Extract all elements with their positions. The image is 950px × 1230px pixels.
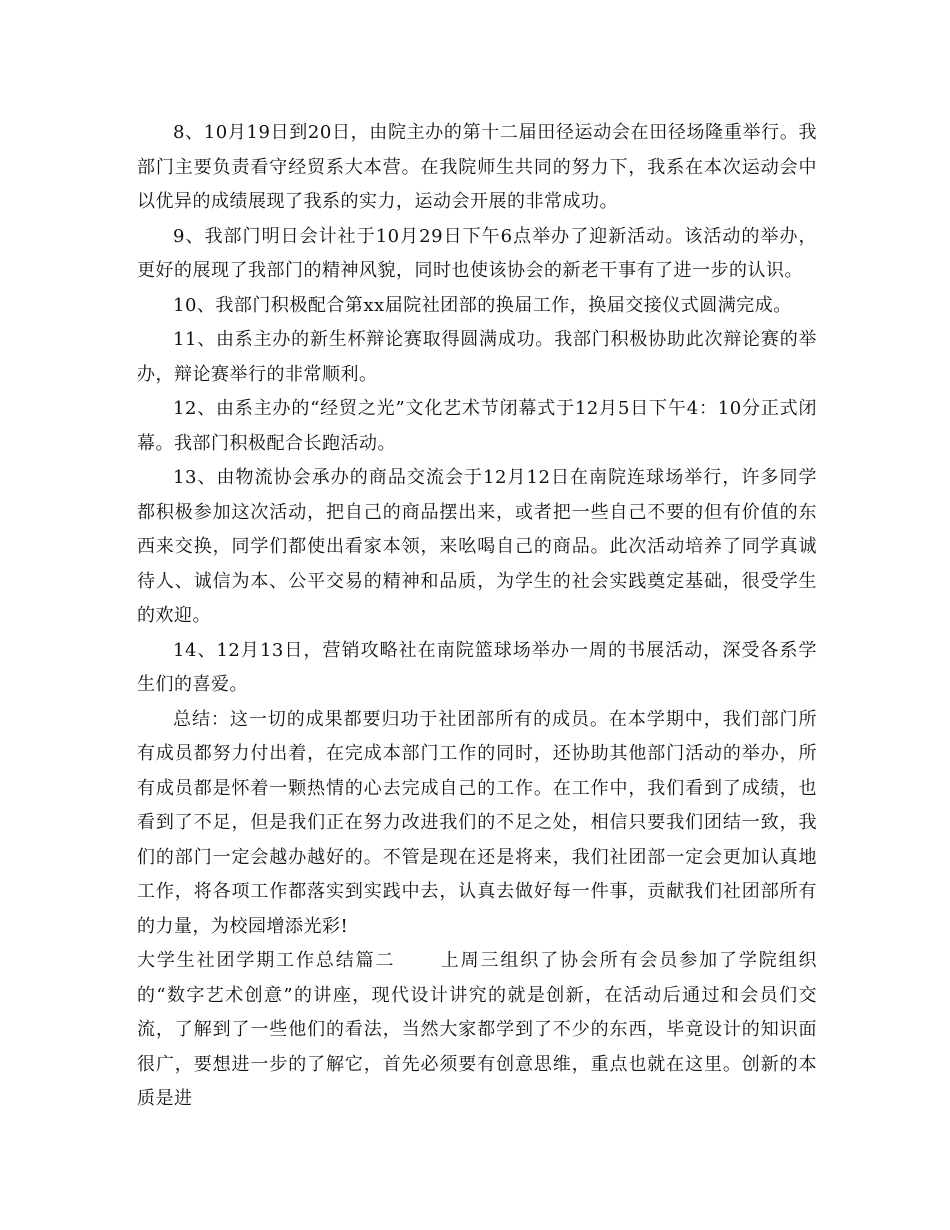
paragraph-item-9: 9、我部门明日会计社于10月29日下午6点举办了迎新活动。该活动的举办，更好的展现了我部门的精神风貌，同时也使该协会的新老干事有了进一步的认识。 — [137, 225, 817, 281]
summary-paragraph: 总结：这一切的成果都要归功于社团部所有的成员。在本学期中，我们部门所有成员都努力付出着，在完成本部门工作的同时，还协助其他部门活动的举办，所有成员都是怀着一颗热情的心去完成自己的工作。在工作中，我们看到了成绩，也看到了不足，但是我们正在努力改进我们的不足之处，相信只要我们团结一致，我们的部门一定会越办越好的。不管是现在还是将来，我们社团部一定会更加认真地工作，将各项工作都落实到实践中去，认真去做好每一件事，贡献我们社团部所有的力量，为校园增添光彩! — [137, 708, 817, 937]
section-two — [137, 944, 817, 1117]
paragraph-item-10: 10、我部门积极配合第xx届院社团部的换届工作，换届交接仪式圆满完成。 — [173, 294, 792, 316]
section-body: 上周三组织了协会所有会员参加了学院组织的“数字艺术创意”的讲座，现代设计讲究的就是创新，在活动后通过和会员们交流，了解到了一些他们的看法，当然大家都学到了不少的东西，毕竟设计的知识面很广，要想进一步的了解它，首先必须要有创意思维，重点也就在这里。创新的本质是进 — [137, 950, 817, 1109]
section-title: 大学生社团学期工作总结篇二 — [137, 950, 396, 971]
paragraph-item-11: 11、由系主办的新生杯辩论赛取得圆满成功。我部门积极协助此次辩论赛的举办，辩论赛举行的非常顺利。 — [137, 329, 817, 385]
paragraph-item-8: 8、10月19日到20日，由院主办的第十二届田径运动会在田径场隆重举行。我部门主要负责看守经贸系大本营。在我院师生共同的努力下，我系在本次运动会中以优异的成绩展现了我系的实力，运动会开展的非常成功。 — [137, 122, 817, 212]
paragraph-item-14: 14、12月13日，营销攻略社在南院篮球场举办一周的书展活动，深受各系学生们的喜爱。 — [137, 639, 817, 695]
paragraph-item-13: 13、由物流协会承办的商品交流会于12月12日在南院连球场举行，许多同学都积极参加这次活动，把自己的商品摆出来，或者把一些自己不要的但有价值的东西来交换，同学们都使出看家本领，来吆喝自己的商品。此次活动培养了同学真诚待人、诚信为本、公平交易的精神和品质，为学生的社会实践奠定基础，很受学生的欢迎。 — [137, 467, 817, 626]
paragraph-item-12: 12、由系主办的“经贸之光”文化艺术节闭幕式于12月5日下午4：10分正式闭幕。我部门积极配合长跑活动。 — [137, 398, 817, 454]
